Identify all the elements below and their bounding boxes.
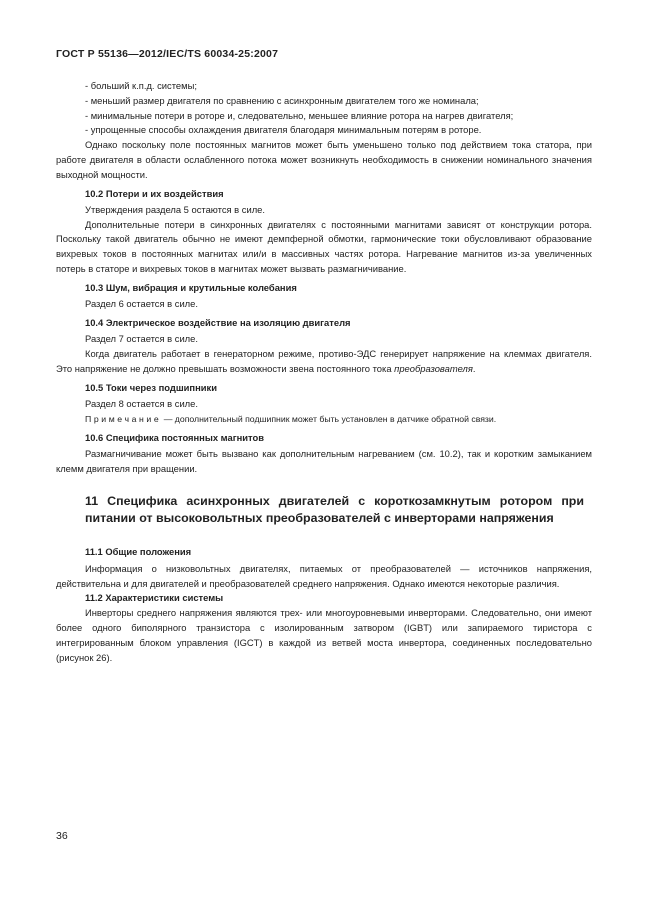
subsection-heading-11-2: 11.2 Характеристики системы xyxy=(85,592,224,604)
document-body xyxy=(56,79,592,665)
subsection-heading-10-3: 10.3 Шум, вибрация и крутильные колебания xyxy=(85,281,297,293)
paragraph-text: . xyxy=(472,362,476,374)
paragraph: Раздел 6 остается в силе. xyxy=(85,298,198,310)
document-header: ГОСТ Р 55136—2012/IEC/TS 60034-25:2007 xyxy=(56,48,279,60)
page-number: 36 xyxy=(56,830,68,842)
paragraph: Раздел 8 остается в силе. xyxy=(85,397,198,409)
bullet-item: - меньший размер двигателя по сравнению с асинхронным двигателем того же номинала; xyxy=(85,94,479,106)
paragraph: Инверторы среднего напряжения являются трех- или многоуровневыми инверторами. Следовательно, они имеют более одного биполярного транзистора с изолированным затвором (IGBT) или запираемого тиристора с интегрированным блоком управления (IGCT) в каждой из ветвей моста инвертора, соединенных последовательно (рисунок 26). xyxy=(56,607,592,663)
note xyxy=(56,412,592,427)
bullet-item: - упрощенные способы охлаждения двигателя благодаря минимальным потерям в роторе. xyxy=(85,124,482,136)
paragraph: Однако поскольку поле постоянных магнитов может быть уменьшено только под действием тока статора, при работе двигателя в области ослабленного потока может возникнуть необходимость в снижении номинального значения выходной мощности. xyxy=(56,139,592,180)
bullet-item: - больший к.п.д. системы; xyxy=(85,80,197,91)
paragraph: Информация о низковольтных двигателях, питаемых от преобразователей — источников напряжения, действительна и для двигателей и преобразователей среднего напряжения. Однако имеются некоторые различия. xyxy=(56,562,592,589)
emphasis-text: преобразователя xyxy=(394,362,473,374)
paragraph: Утверждения раздела 5 остаются в силе. xyxy=(85,203,265,215)
paragraph xyxy=(56,347,592,377)
paragraph: Размагничивание может быть вызвано как дополнительным нагреванием (см. 10.2), так и коротким замыканием клемм двигателя при вращении. xyxy=(56,447,592,474)
subsection-heading-11-1: 11.1 Общие положения xyxy=(85,546,192,558)
paragraph: Раздел 7 остается в силе. xyxy=(85,333,198,345)
bullet-item: - минимальные потери в роторе и, следовательно, меньшее влияние ротора на нагрев двигателя; xyxy=(85,109,514,121)
subsection-heading-10-6: 10.6 Специфика постоянных магнитов xyxy=(85,431,264,443)
subsection-heading-10-2: 10.2 Потери и их воздействия xyxy=(85,187,224,199)
paragraph-text: Когда двигатель работает в генераторном режиме, противо-ЭДС генерирует напряжение на клеммах двигателя. Это напряжение не должно превышать возможности звена постоянного тока xyxy=(56,348,592,374)
section-heading-11: 11 Специфика асинхронных двигателей с короткозамкнутым ротором при питании от высоковольтных преобразователей с инверторами напряжения xyxy=(85,494,584,526)
subsection-heading-10-4: 10.4 Электрическое воздействие на изоляцию двигателя xyxy=(85,316,351,328)
subsection-heading-10-5: 10.5 Токи через подшипники xyxy=(85,381,217,393)
note-text: — дополнительный подшипник может быть установлен в датчике обратной связи. xyxy=(161,413,497,424)
paragraph: Дополнительные потери в синхронных двигателях с постоянными магнитами зависят от конструкции ротора. Поскольку такой двигатель обычно не имеют демпферной обмотки, гармонические токи обусловливают образование вихревых токов в постоянных магнитах или/и в массивных частях ротора. Нагревание магнитов из-за увеличенных потерь в статоре и вихревых токов в магнитах может вызвать размагничивание. xyxy=(56,218,592,275)
note-label: Примечание xyxy=(85,413,162,424)
